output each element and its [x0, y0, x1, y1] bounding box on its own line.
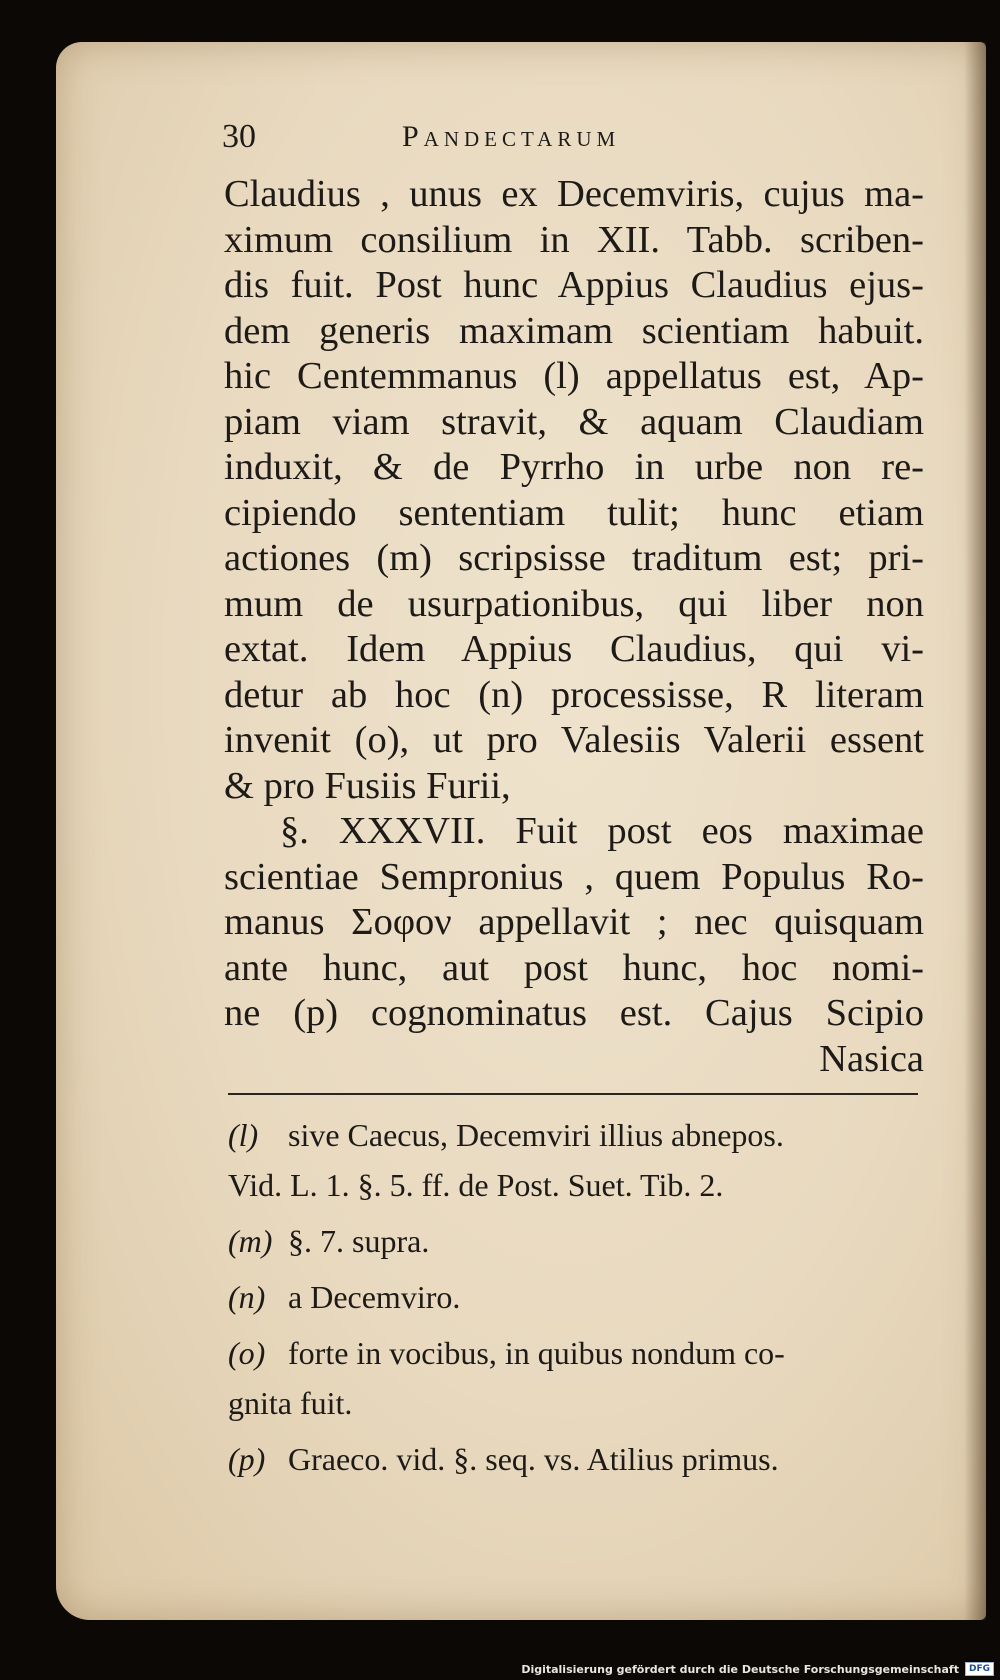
- text-line: ximum consilium in XII. Tabb. scriben-: [224, 218, 924, 261]
- section-heading-line: §. XXXVII. Fuit post eos maximae: [280, 810, 924, 852]
- footnotes: [228, 1110, 918, 1484]
- footnote-mark: (n): [228, 1279, 266, 1315]
- footnote-n: [228, 1272, 918, 1322]
- text-line: & pro Fusiis Furii,: [224, 764, 511, 807]
- text-line: detur ab hoc (n) processisse, R literam: [224, 673, 924, 716]
- page-number: 30: [222, 118, 256, 155]
- digitization-credit: [521, 1662, 994, 1676]
- text-line: actiones (m) scripsisse traditum est; pri-: [224, 537, 924, 579]
- footnote-mark: (m): [228, 1223, 273, 1259]
- text-line: mum de usurpationibus, qui liber non: [224, 582, 924, 625]
- footnote-text: sive Caecus, Decemviri illius abnepos.: [288, 1117, 784, 1153]
- footnote-p: [228, 1434, 918, 1484]
- footnote-text: a Decemviro.: [288, 1279, 461, 1315]
- text-line: ne (p) cognominatus est. Cajus Scipio: [224, 992, 924, 1034]
- text-line: hic Centemmanus (l) appellatus est, Ap-: [224, 355, 924, 397]
- footnote-l: [228, 1110, 918, 1160]
- dfg-logo: DFG: [965, 1662, 994, 1676]
- text-line: dem generis maximam scientiam habuit.: [224, 309, 924, 352]
- credit-text: Digitalisierung gefördert durch die Deutsche Forschungsgemeinschaft: [521, 1662, 959, 1676]
- footnote-mark: (o): [228, 1335, 266, 1371]
- text-line: induxit, & de Pyrrho in urbe non re-: [224, 446, 924, 488]
- text-line: cipiendo sententiam tulit; hunc etiam: [224, 491, 924, 534]
- text-line: extat. Idem Appius Claudius, qui vi-: [224, 628, 924, 670]
- text-line: dis fuit. Post hunc Appius Claudius ejus-: [224, 264, 924, 306]
- footnote-text: §. 7. supra.: [288, 1223, 430, 1259]
- page-spine-shadow: [964, 42, 986, 1620]
- footnote-o-continued: gnita fuit.: [228, 1385, 353, 1421]
- text-line: ante hunc, aut post hunc, hoc nomi-: [224, 946, 924, 989]
- footnote-l-continued: Vid. L. 1. §. 5. ff. de Post. Suet. Tib. 2.: [228, 1167, 724, 1203]
- text-line: manus Σοφον appellavit ; nec quisquam: [224, 901, 924, 943]
- footnote-text: Graeco. vid. §. seq. vs. Atilius primus.: [288, 1441, 779, 1477]
- body-text: [224, 172, 924, 1082]
- footnote-mark: (l): [228, 1117, 259, 1153]
- footnote-text: forte in vocibus, in quibus nondum co-: [288, 1335, 785, 1371]
- text-line: scientiae Sempronius , quem Populus Ro-: [224, 855, 924, 898]
- catchword: Nasica: [819, 1037, 924, 1080]
- footnote-separator: [228, 1093, 918, 1095]
- footnote-o: [228, 1328, 918, 1378]
- page-header: [222, 118, 742, 158]
- text-line: Claudius , unus ex Decemviris, cujus ma-: [224, 173, 924, 215]
- running-head: Pandectarum: [402, 120, 621, 153]
- footnote-m: [228, 1216, 918, 1266]
- text-line: piam viam stravit, & aquam Claudiam: [224, 400, 924, 443]
- text-line: invenit (o), ut pro Valesiis Valerii essent: [224, 719, 924, 761]
- footnote-mark: (p): [228, 1441, 266, 1477]
